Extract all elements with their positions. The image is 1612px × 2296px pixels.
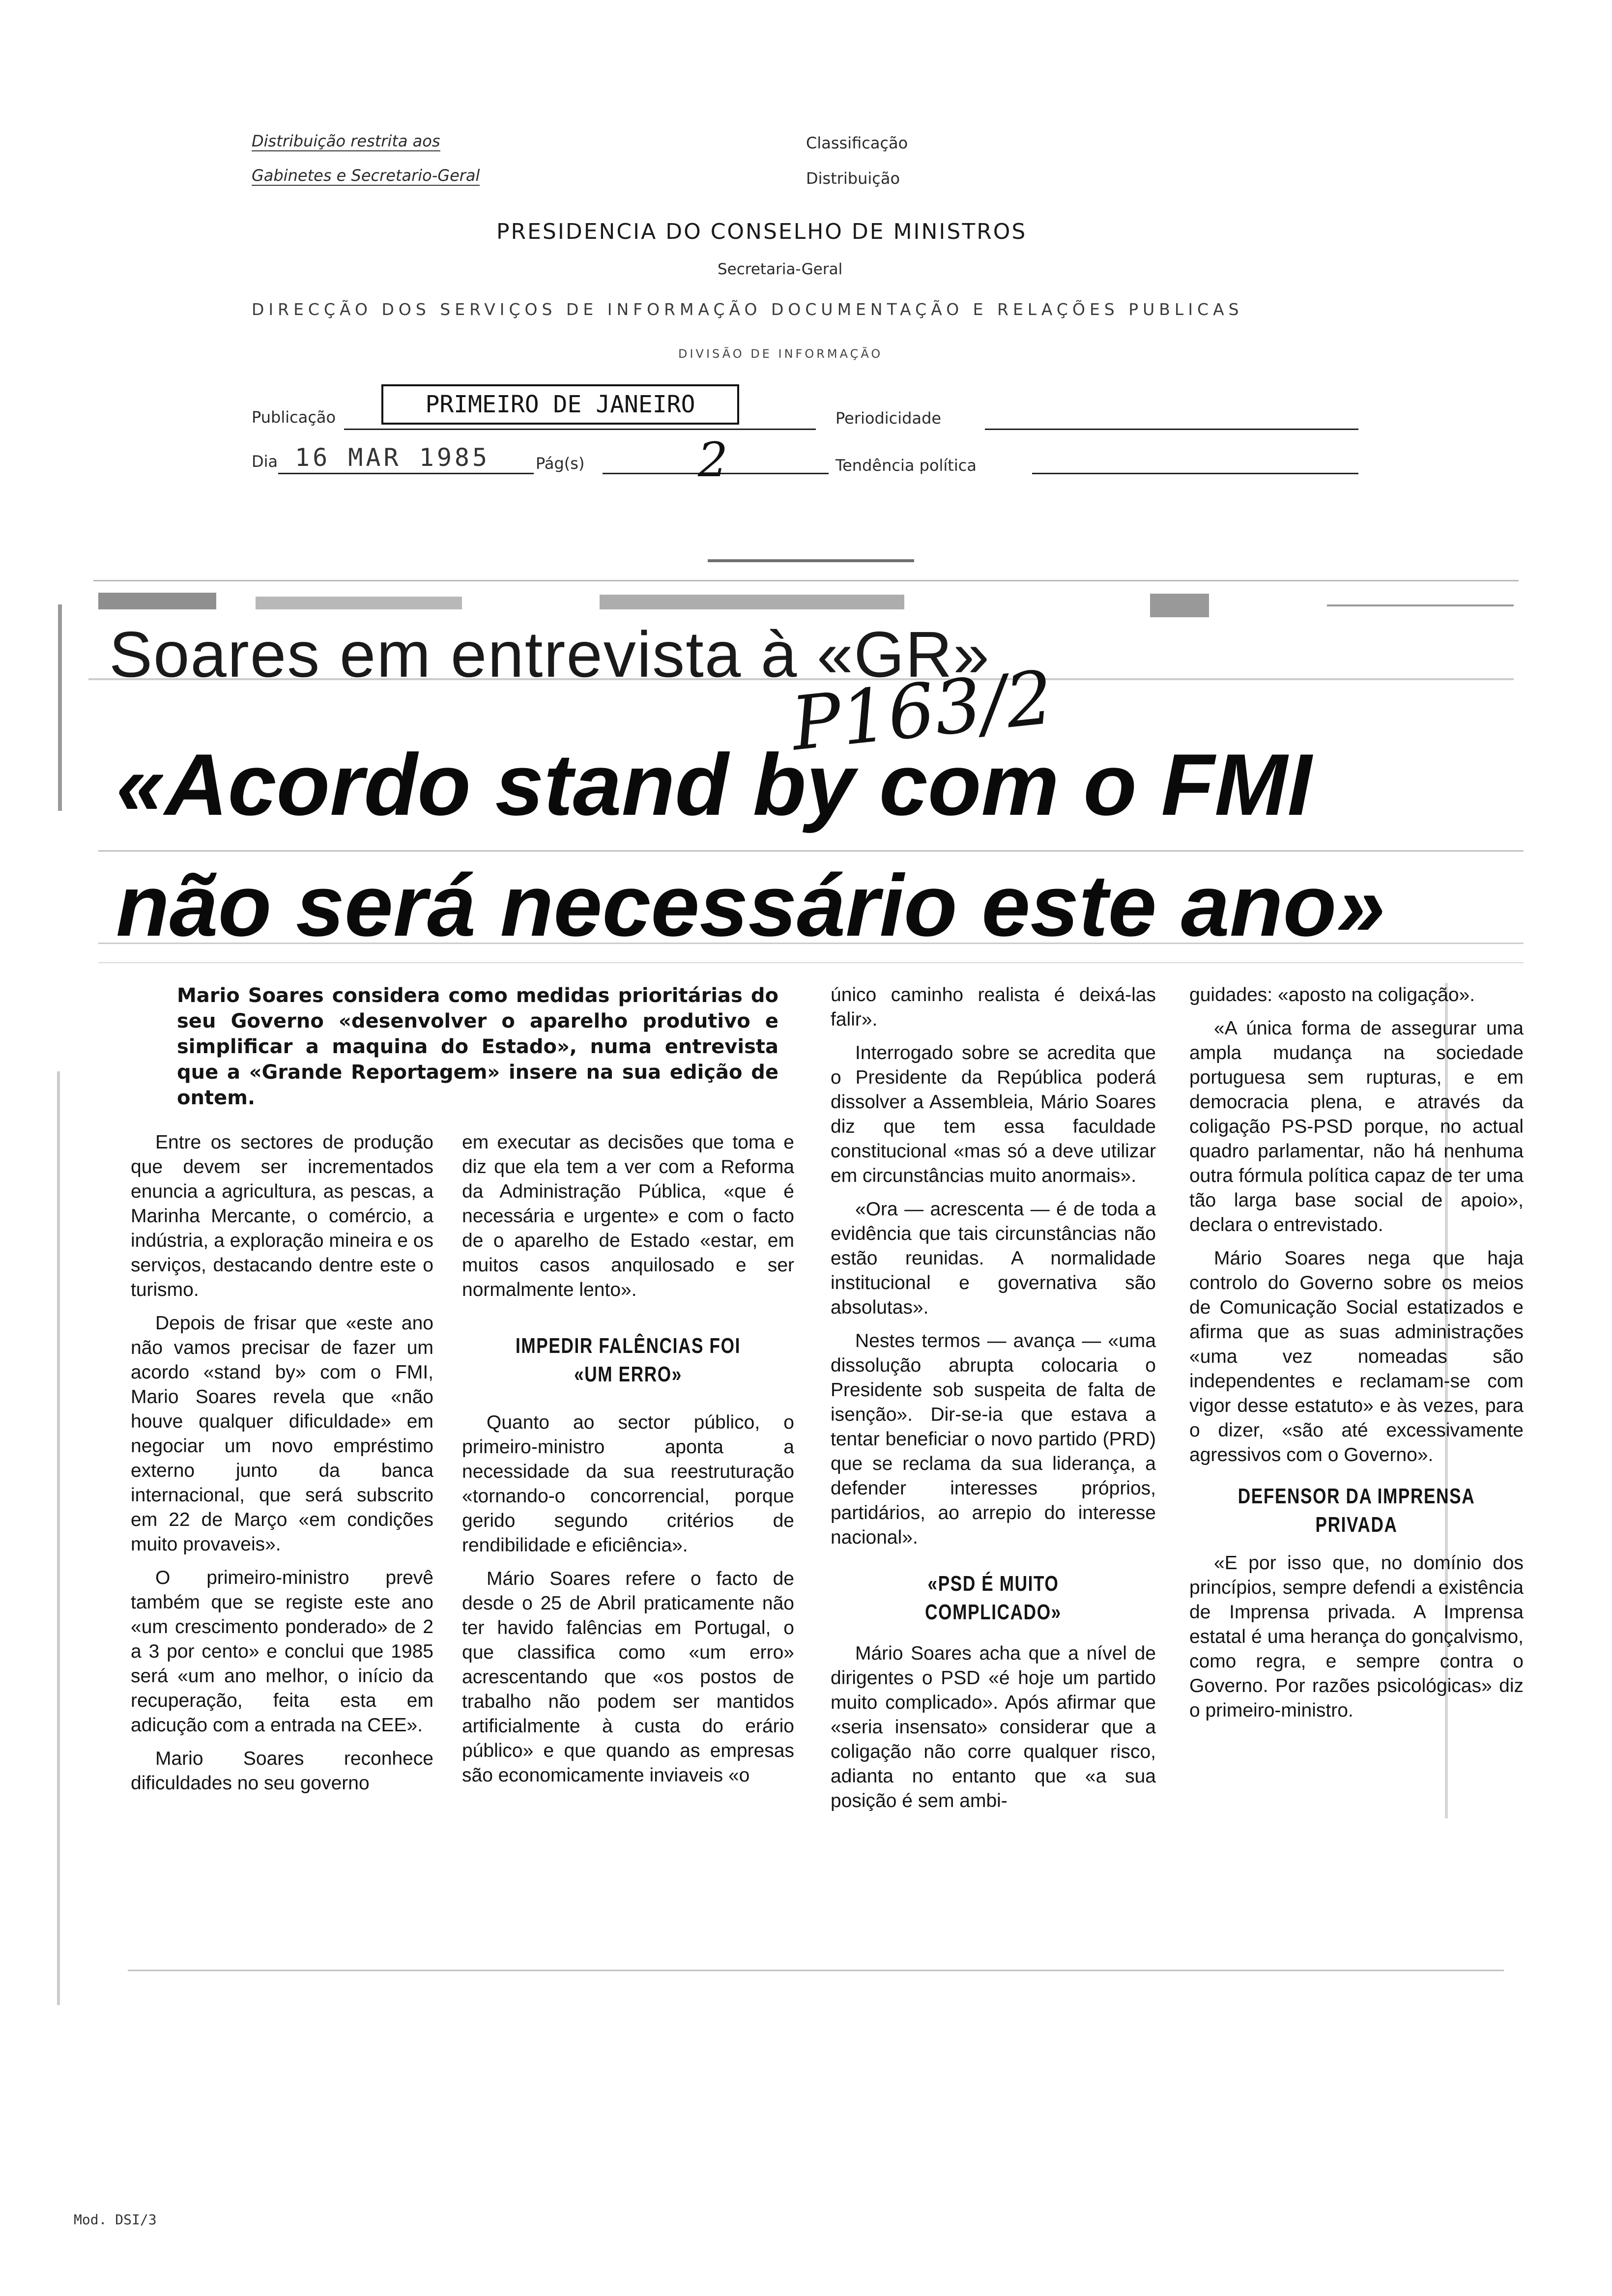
col1-paragraph: Entre os sectores de produção que devem ser incrementados enuncia a agricultura, as pescas, a Marinha Mercante, o comércio, a indústria, a exploração mineira e os serviços, destacando dentre este o turismo. [131, 1132, 433, 1300]
publication-stamp: PRIMEIRO DE JANEIRO [381, 384, 739, 425]
column-4 [1189, 983, 1524, 1732]
col3-paragraph: Mário Soares acha que a nível de dirigentes o PSD «é hoje um partido muito complicado». Após afirmar que «seria insensato» considerar que a coligação não corre qualquer risco, adianta no entanto que «a sua posição é sem ambi- [831, 1643, 1156, 1811]
day-stamp: 16 MAR 1985 [295, 443, 490, 472]
col4-paragraph: Mário Soares nega que haja controlo do Governo sobre os meios de Comunicação Social estatizados e afirma que as suas administrações «uma vez nomeadas são independentes e reclamam-se com vigor desse estatuto» e às vezes, para o dizer, «são até excessivamente agressivos com o Governo». [1189, 1248, 1524, 1465]
col4-paragraph: guidades: «aposto na coligação». [1189, 984, 1475, 1005]
col4-paragraph: «A única forma de assegurar uma ampla mudança na sociedade portuguesa sem rupturas, e em democracia plena, e através da coligação PS-PSD porque, no actual quadro parlamentar, não há nenhuma outra fórmula política capaz de ter uma tão larga base social de apoio», declara o entrevistado. [1189, 1018, 1524, 1235]
publication-line [344, 429, 816, 430]
division-label: DIVISÃO DE INFORMAÇÃO [678, 347, 883, 361]
headline-line-1: «Acordo stand by com o FMI [116, 736, 1312, 833]
column-1 [131, 1130, 433, 1805]
subheading-imprensa: DEFENSOR DA IMPRENSA PRIVADA [1238, 1484, 1475, 1537]
subheading-psd: «PSD É MUITO COMPLICADO» [925, 1572, 1062, 1624]
subheading-falencias: IMPEDIR FALÊNCIAS FOI «UM ERRO» [516, 1334, 741, 1386]
col2-paragraph: em executar as decisões que toma e diz que ela tem a ver com a Reforma da Administração Pública, «que é necessária e urgente» e com o facto de o aparelho de Estado «estar, em muitos casos anquilosado e ser normalmente lento». [462, 1132, 794, 1300]
directorate-label: DIRECÇÃO DOS SERVIÇOS DE INFORMAÇÃO DOCUMENTAÇÃO E RELAÇÕES PUBLICAS [252, 300, 1243, 319]
publication-label: Publicação [252, 408, 336, 427]
column-3 [831, 983, 1156, 1822]
column-2 [462, 1130, 794, 1797]
tendency-line [1032, 473, 1358, 474]
col3-paragraph: Interrogado sobre se acredita que o Presidente da República poderá dissolver a Assembleia, Mário Soares diz que tem essa faculdade constitucional «mas só a deve utilizar em circunstâncias muito anormais». [831, 1042, 1156, 1186]
presidency-title: PRESIDENCIA DO CONSELHO DE MINISTROS [496, 219, 1027, 244]
day-line [278, 473, 534, 474]
lead-paragraph: Mario Soares considera como medidas prioritárias do seu Governo «desenvolver o aparelho produtivo e simplificar a maquina do Estado», numa entrevista que a «Grande Reportagem» insere na sua edição de ontem. [177, 984, 778, 1109]
col3-paragraph: Nestes termos — avança — «uma dissolução abrupta colocaria o Presidente sob suspeita de falta de isenção». Dir-se-ia que estava a tentar beneficiar o novo partido (PRD) que se reclama da sua liderança, a defender interesses próprios, partidários, ao arrepio do interesse nacional». [831, 1330, 1156, 1548]
day-label: Dia [252, 452, 278, 471]
col1-paragraph: Depois de frisar que «este ano não vamos precisar de fazer um acordo «stand by» com o FMI, Mario Soares revela que «não houve qualquer dificuldade» em negociar um novo empréstimo externo junto da banca internacional, que será subscrito em 22 de Março «em condições muito provaveis». [131, 1313, 433, 1555]
distribution-cabinets: Gabinetes e Secretario-Geral [252, 166, 480, 185]
tendency-label: Tendência política [835, 456, 977, 475]
periodicity-label: Periodicidade [835, 409, 942, 428]
col1-paragraph: Mario Soares reconhece dificuldades no seu governo [131, 1748, 433, 1794]
pages-label: Pág(s) [536, 454, 585, 473]
pages-handwritten: 2 [698, 432, 728, 488]
col4-paragraph: «E por isso que, no domínio dos princípios, sempre defendi a existência de Imprensa privada. A Imprensa estatal é uma herança do gonçalvismo, como regra, e sempre contra o Governo. Por razões psicológicas» diz o primeiro-ministro. [1189, 1552, 1524, 1721]
distribution-label: Distribuição [806, 169, 900, 188]
col1-paragraph: O primeiro-ministro prevê também que se registe este ano «um crescimento ponderado» de 2 a 3 por cento» e conclui que 1985 será «um ano melhor, o início da recuperação, feita esta em adicução com a entrada na CEE». [131, 1567, 433, 1736]
secretariat-label: Secretaria-Geral [718, 260, 843, 278]
col2-paragraph: Quanto ao sector público, o primeiro-ministro aponta a necessidade da sua reestruturação «tornando-o concorrencial, porque gerido segundo critérios de rendibilidade e eficiência». [462, 1412, 794, 1556]
headline-line-2: não será necessário este ano» [116, 857, 1385, 954]
form-model-code: Mod. DSI/3 [74, 2211, 157, 2228]
handwritten-reference: P163/2 [787, 655, 1057, 768]
col3-paragraph: único caminho realista é deixá-las falir». [831, 984, 1156, 1030]
col3-paragraph: «Ora — acrescenta — é de toda a evidência que tais circunstâncias não estão reunidas. A normalidade institucional e governativa são absolutas». [831, 1199, 1156, 1318]
classification-label: Classificação [806, 134, 908, 152]
col2-paragraph: Mário Soares refere o facto de desde o 25 de Abril praticamente não ter havido falências em Portugal, o que classifica como «um erro» acrescentando que «os postos de trabalho não podem ser mantidos artificialmente à custa do erário público» e que quando as empresas são economicamente inviaveis «o [462, 1568, 794, 1786]
distribution-restricted: Distribuição restrita aos [252, 132, 440, 150]
periodicity-line [985, 429, 1358, 430]
article-kicker: Soares em entrevista à «GR» [109, 618, 990, 690]
